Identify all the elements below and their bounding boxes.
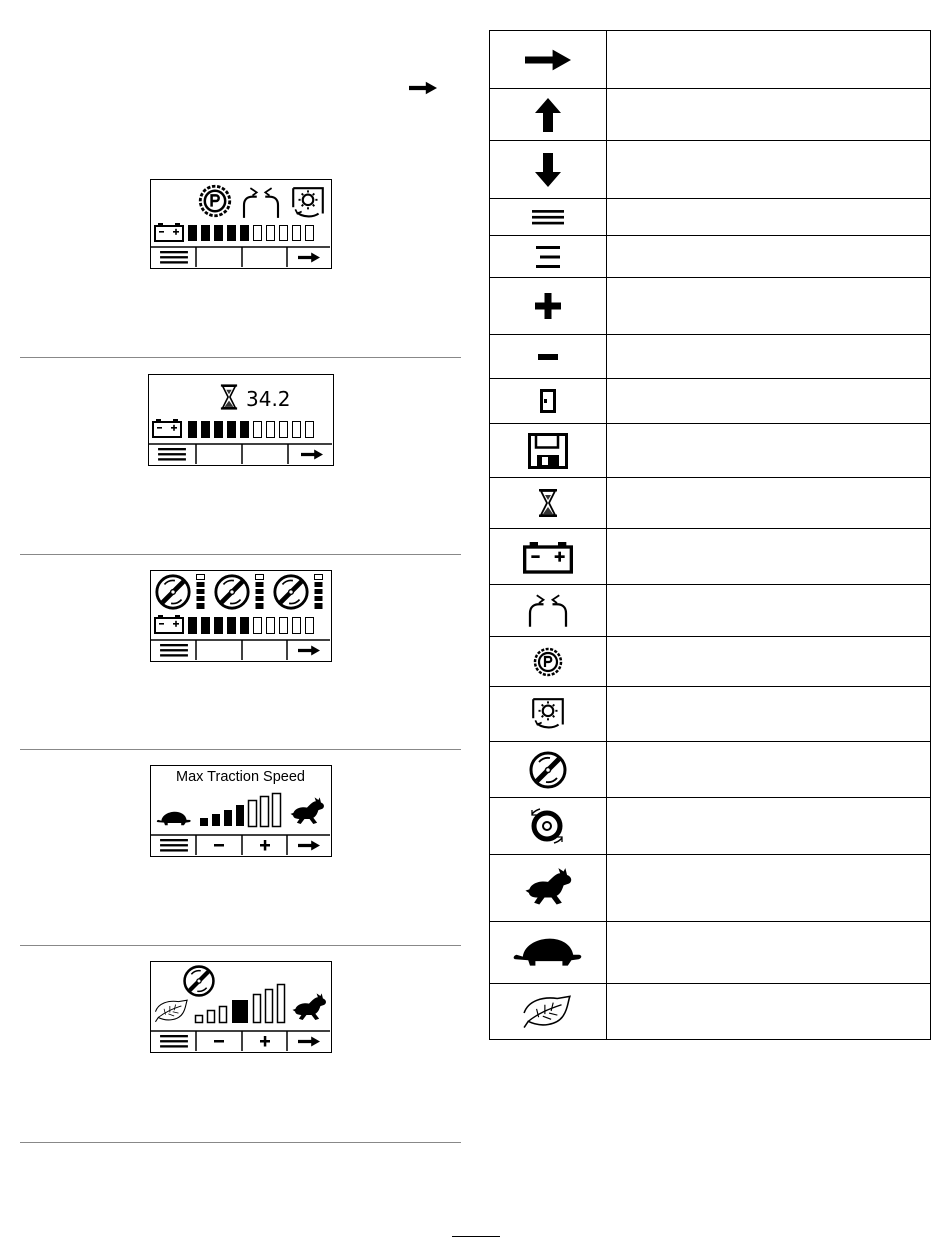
hour-meter-value: 34.2	[246, 387, 291, 411]
blade-icon	[275, 576, 307, 608]
menu-button	[160, 839, 188, 852]
legend-row	[490, 89, 931, 141]
legend-row	[490, 585, 931, 637]
minus-button	[214, 1040, 224, 1043]
legend-row	[490, 922, 931, 984]
legend-description	[607, 855, 931, 922]
battery-gauge	[188, 225, 314, 241]
next-button	[298, 1037, 320, 1047]
blade-icon	[185, 967, 214, 996]
legend-description	[607, 89, 931, 141]
menu-icon	[532, 210, 564, 225]
leaf-icon	[155, 1000, 187, 1022]
legend-description	[607, 31, 931, 89]
legend-row	[490, 742, 931, 798]
next-button	[298, 646, 320, 656]
blade-icon	[157, 576, 189, 608]
blade-icon	[528, 750, 568, 790]
divider	[20, 554, 461, 555]
icon-legend-table	[489, 30, 931, 1040]
legend-description	[607, 922, 931, 984]
legend-description	[607, 478, 931, 529]
brightness-icon	[293, 188, 323, 216]
legend-row	[490, 424, 931, 478]
legend-description	[607, 424, 931, 478]
legend-description	[607, 585, 931, 637]
plus-icon	[535, 293, 561, 319]
plus-button	[260, 840, 270, 851]
legend-row	[490, 141, 931, 199]
legend-description	[607, 687, 931, 742]
blade-icon	[216, 576, 248, 608]
exit-icon	[540, 389, 556, 413]
hourglass-icon	[538, 487, 558, 519]
minus-button	[214, 844, 224, 847]
legend-description	[607, 529, 931, 585]
screen-max-traction-speed	[150, 765, 332, 857]
submenu-icon	[536, 246, 560, 268]
screen-title: Max Traction Speed	[176, 769, 305, 785]
screen-hours	[148, 374, 334, 466]
legend-description	[607, 199, 931, 236]
right-arrow-icon	[409, 80, 437, 96]
divider	[20, 749, 461, 750]
parking-brake-icon	[533, 647, 563, 677]
leaf-icon	[522, 994, 574, 1030]
right-arrow-icon	[525, 48, 571, 72]
legend-row	[490, 478, 931, 529]
plus-button	[260, 1036, 270, 1047]
next-button	[298, 253, 320, 263]
turtle-icon	[511, 935, 585, 971]
wheel-icon	[528, 806, 568, 846]
joystick-arms-icon	[244, 188, 278, 218]
menu-button	[158, 448, 186, 461]
hourglass-icon	[221, 384, 237, 409]
rabbit-icon	[291, 797, 324, 824]
rabbit-icon	[293, 993, 326, 1020]
legend-row	[490, 637, 931, 687]
legend-description	[607, 742, 931, 798]
battery-icon	[523, 540, 573, 574]
legend-row	[490, 798, 931, 855]
legend-row	[490, 278, 931, 335]
legend-row	[490, 687, 931, 742]
divider	[20, 357, 461, 358]
legend-row	[490, 236, 931, 278]
page-number-rule	[452, 1236, 500, 1237]
screen-blades	[150, 570, 332, 662]
legend-description	[607, 141, 931, 199]
save-icon	[528, 433, 568, 469]
screen-eco-mode	[150, 961, 332, 1053]
legend-description	[607, 637, 931, 687]
divider	[20, 1142, 461, 1143]
next-button	[298, 841, 320, 851]
legend-description	[607, 984, 931, 1040]
battery-icon	[155, 615, 183, 633]
legend-row	[490, 529, 931, 585]
battery-icon	[155, 223, 183, 241]
legend-description	[607, 278, 931, 335]
next-button	[301, 450, 323, 460]
menu-button	[160, 644, 188, 657]
legend-row	[490, 855, 931, 922]
menu-button	[160, 251, 188, 264]
legend-row	[490, 199, 931, 236]
legend-row	[490, 31, 931, 89]
legend-description	[607, 335, 931, 379]
menu-button	[160, 1035, 188, 1048]
legend-row	[490, 984, 931, 1040]
legend-description	[607, 379, 931, 424]
brightness-icon	[529, 695, 567, 733]
battery-icon	[153, 419, 181, 437]
screen-status-1	[150, 179, 332, 269]
down-arrow-icon	[535, 153, 561, 187]
legend-row	[490, 379, 931, 424]
divider	[20, 945, 461, 946]
legend-row	[490, 335, 931, 379]
legend-description	[607, 236, 931, 278]
parking-brake-icon	[200, 186, 229, 215]
up-arrow-icon	[535, 98, 561, 132]
minus-icon	[538, 354, 558, 360]
speed-gauge	[200, 794, 281, 827]
joystick-arms-icon	[525, 593, 571, 629]
legend-description	[607, 798, 931, 855]
turtle-icon	[157, 812, 191, 826]
rabbit-icon	[522, 866, 574, 910]
